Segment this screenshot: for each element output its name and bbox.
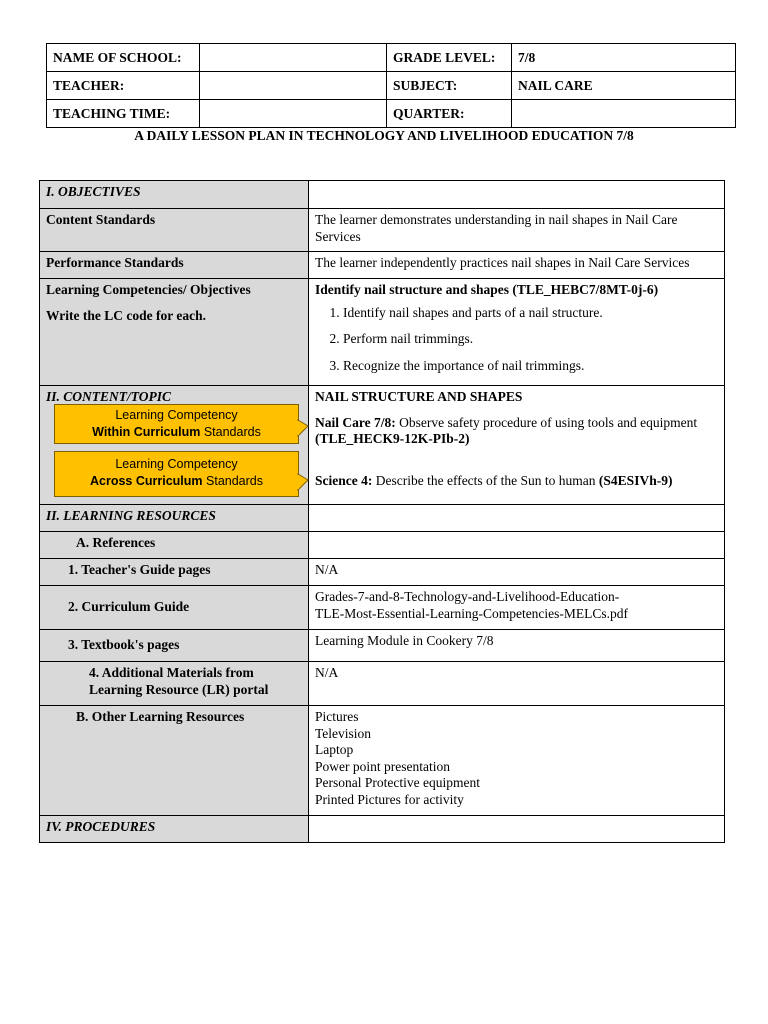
- curriculum-guide-row: [40, 586, 725, 630]
- other-resource-item: Printed Pictures for activity: [315, 791, 464, 807]
- curriculum-guide-line-2: TLE-Most-Essential-Learning-Competencies-MELCs.pdf: [315, 605, 629, 621]
- callout-within-line1: Learning Competency: [115, 408, 238, 422]
- across-description: Describe the effects of the Sun to human: [372, 472, 599, 488]
- lc-heading: Identify nail structure and shapes (TLE_HEBC7/8MT-0j-6): [315, 282, 659, 297]
- performance-standards-row: [40, 252, 725, 279]
- learning-resources-value[interactable]: [309, 505, 725, 532]
- content-topic-heading: II. CONTENT/TOPIC: [40, 386, 309, 505]
- school-field[interactable]: [200, 44, 387, 72]
- procedures-row: [40, 816, 725, 843]
- across-subject: Science 4:: [315, 472, 373, 488]
- lesson-plan-table: [39, 180, 725, 843]
- additional-materials-line-1: 4. Additional Materials from: [89, 665, 254, 680]
- procedures-value[interactable]: [309, 816, 725, 843]
- textbook-label: 3. Textbook's pages: [40, 630, 309, 662]
- procedures-heading: IV. PROCEDURES: [40, 816, 309, 843]
- header-row-time: [47, 100, 736, 128]
- teachers-guide-label: 1. Teacher's Guide pages: [40, 559, 309, 586]
- callout-across-curriculum: [54, 451, 299, 497]
- other-resources-value[interactable]: [309, 706, 725, 816]
- across-curriculum-text: [315, 473, 718, 490]
- header-row-school: [47, 44, 736, 72]
- curriculum-guide-label: 2. Curriculum Guide: [40, 586, 309, 630]
- references-value[interactable]: [309, 532, 725, 559]
- callout-across-rest: Standards: [202, 473, 263, 488]
- callout-within-bold: Within Curriculum: [92, 424, 201, 439]
- lc-label: Learning Competencies/ Objectives: [46, 282, 251, 297]
- within-curriculum-text: [315, 415, 718, 448]
- performance-standards-value[interactable]: The learner independently practices nail shapes in Nail Care Services: [309, 252, 725, 279]
- other-resources-label: B. Other Learning Resources: [40, 706, 309, 816]
- quarter-field[interactable]: [512, 100, 736, 128]
- callout-across-bold: Across Curriculum: [90, 473, 203, 488]
- header-row-teacher: [47, 72, 736, 100]
- teachers-guide-row: [40, 559, 725, 586]
- references-label: A. References: [40, 532, 309, 559]
- other-resource-item: Pictures: [315, 709, 359, 724]
- other-resource-item: Television: [315, 725, 372, 741]
- additional-materials-value[interactable]: N/A: [309, 662, 725, 706]
- callout-within-pointer: [298, 418, 310, 438]
- document-title: A DAILY LESSON PLAN IN TECHNOLOGY AND LIVELIHOOD EDUCATION 7/8: [134, 128, 634, 143]
- performance-standards-label: Performance Standards: [40, 252, 309, 279]
- callout-across-line2: [55, 473, 298, 490]
- additional-materials-line-2: Learning Resource (LR) portal: [89, 681, 269, 697]
- time-label: TEACHING TIME:: [47, 100, 200, 128]
- teacher-field[interactable]: [200, 72, 387, 100]
- grade-label: GRADE LEVEL:: [387, 44, 512, 72]
- school-label: NAME OF SCHOOL:: [47, 44, 200, 72]
- topic-title: NAIL STRUCTURE AND SHAPES: [315, 389, 523, 404]
- callout-across-line1: Learning Competency: [115, 457, 238, 471]
- learning-competencies-value[interactable]: [309, 279, 725, 386]
- lc-item-3: 3. Recognize the importance of nail trimmings.: [343, 358, 718, 375]
- grade-field[interactable]: 7/8: [512, 44, 736, 72]
- lc-sub-label: Write the LC code for each.: [46, 307, 206, 323]
- lc-item-2: 2. Perform nail trimmings.: [343, 331, 718, 348]
- lc-list: [315, 305, 718, 375]
- subject-field[interactable]: NAIL CARE: [512, 72, 736, 100]
- header-table: [46, 43, 736, 128]
- objectives-heading: I. OBJECTIVES: [40, 181, 309, 209]
- subject-label: SUBJECT:: [387, 72, 512, 100]
- learning-resources-row: [40, 505, 725, 532]
- textbook-value[interactable]: Learning Module in Cookery 7/8: [309, 630, 725, 662]
- other-resource-item: Power point presentation: [315, 758, 450, 774]
- objectives-value[interactable]: [309, 181, 725, 209]
- lc-item-1: 1. Identify nail shapes and parts of a nail structure.: [343, 305, 718, 322]
- additional-materials-row: [40, 662, 725, 706]
- learning-competencies-label: [40, 279, 309, 386]
- content-standards-value[interactable]: The learner demonstrates understanding in nail shapes in Nail Care Services: [309, 209, 725, 252]
- callout-within-line2: [55, 424, 298, 441]
- content-standards-label: Content Standards: [40, 209, 309, 252]
- objectives-row: [40, 181, 725, 209]
- within-subject: Nail Care 7/8:: [315, 414, 396, 430]
- content-topic-value[interactable]: [309, 386, 725, 505]
- other-resource-item: Laptop: [315, 742, 354, 757]
- learning-resources-heading: II. LEARNING RESOURCES: [40, 505, 309, 532]
- curriculum-guide-value[interactable]: [309, 586, 725, 630]
- quarter-label: QUARTER:: [387, 100, 512, 128]
- learning-competencies-row: [40, 279, 725, 386]
- within-description: Observe safety procedure of using tools and equipment: [395, 414, 698, 430]
- other-resources-row: [40, 706, 725, 816]
- teacher-label: TEACHER:: [47, 72, 200, 100]
- callout-within-curriculum: [54, 404, 299, 444]
- other-resource-item: Personal Protective equipment: [315, 775, 480, 790]
- across-code: (S4ESIVh-9): [598, 472, 673, 488]
- textbook-row: [40, 630, 725, 662]
- teachers-guide-value[interactable]: N/A: [309, 559, 725, 586]
- within-code: (TLE_HECK9-12K-PIb-2): [315, 431, 470, 446]
- callout-across-pointer: [298, 472, 310, 492]
- references-row: [40, 532, 725, 559]
- time-field[interactable]: [200, 100, 387, 128]
- curriculum-guide-line-1: Grades-7-and-8-Technology-and-Livelihood-Education-: [315, 589, 620, 604]
- content-standards-row: [40, 209, 725, 252]
- callout-within-rest: Standards: [200, 424, 261, 439]
- additional-materials-label: [40, 662, 309, 706]
